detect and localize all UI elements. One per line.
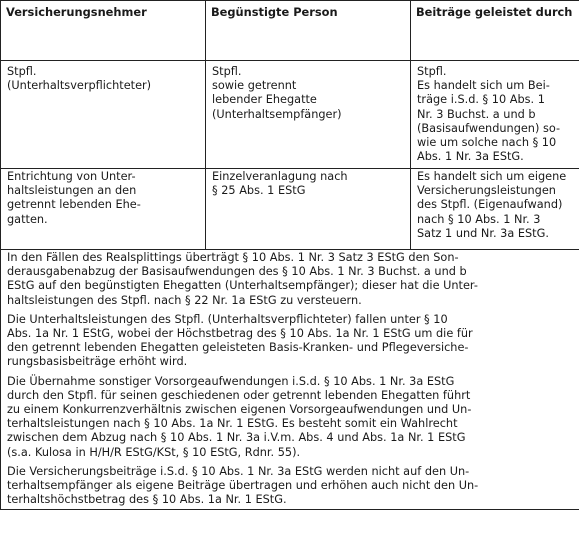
cell-text: Stpfl. sowie getrennt lebender Ehegatte (Unterhaltsempfänger) — [212, 65, 342, 121]
notes-row — [1, 250, 579, 510]
cell-text: Stpfl. Es handelt sich um Bei- träge i.S.d. § 10 Abs. 1 Nr. 3 Buchst. a und b (Basisaufwendungen) so- wie um solche nach § 10 Abs. 1 Nr. 3a EStG. — [417, 65, 561, 164]
table-cell — [411, 169, 579, 250]
table-cell — [1, 169, 206, 250]
note-paragraph: Die Versicherungsbeiträge i.S.d. § 10 Abs. 1 Nr. 3a EStG werden nicht auf den Un- terhaltsempfänger als eigene Beiträge übertragen und erhöhen auch nicht den Un- terhaltshöchstbetrag des § 10 Abs. 1a Nr. 1 EStG. — [7, 464, 479, 507]
table-row — [1, 61, 579, 169]
table-row — [1, 169, 579, 250]
header-paid-by: Beiträge geleistet durch — [411, 1, 579, 61]
table-cell — [1, 61, 206, 169]
notes-cell — [1, 250, 579, 510]
cell-text: Stpfl. (Unterhaltsverpflichteter) — [7, 65, 152, 93]
cell-text: Entrichtung von Unter- haltsleistungen an den getrennt lebenden Ehe- gatten. — [7, 170, 141, 226]
note-paragraph: Die Unterhaltsleistungen des Stpfl. (Unterhaltsverpflichteter) fallen unter § 10 Abs. 1a Nr. 1 EStG, wobei der Höchstbetrag des § 10 Abs. 1a Nr. 1 EStG um die für den getrennt lebenden Ehegatten geleisteten Basis-Kranken- und Pflegeversiche- rungsbasisbeiträge erhöht wird. — [7, 312, 473, 369]
cell-text: Es handelt sich um eigene Versicherungsleistungen des Stpfl. (Eigenaufwand) nach § 10 Abs. 1 Nr. 3 Satz 1 und Nr. 3a EStG. — [417, 170, 567, 240]
cell-text: Einzelveranlagung nach § 25 Abs. 1 EStG — [212, 170, 348, 198]
table-cell — [206, 169, 411, 250]
note-paragraph: Die Übernahme sonstiger Vorsorgeaufwendungen i.S.d. § 10 Abs. 1 Nr. 3a EStG durch den Stpfl. für seinen geschiedenen oder getrennt lebenden Ehegatten führt zu einem Konkurrenzverhältnis zwischen eigenen Vorsorgeaufwendungen und Un- terhaltsleistungen nach § 10 Abs. 1a Nr. 1 EStG. Es besteht somit ein Wahlrecht zwischen dem Abzug nach § 10 Abs. 1 Nr. 3a i.V.m. Abs. 4 und Abs. 1a Nr. 1 EStG (s.a. Kulosa in H/H/R EStG/KSt, § 10 EStG, Rdnr. 55). — [7, 374, 472, 459]
header-row — [1, 1, 579, 61]
table-cell — [411, 61, 579, 169]
table-cell — [206, 61, 411, 169]
note-paragraph: In den Fällen des Realsplittings überträgt § 10 Abs. 1 Nr. 3 Satz 3 EStG den Son- derausgabenabzug der Basisaufwendungen des § 10 Abs. 1 Nr. 3 Buchst. a und b EStG auf den begünstigten Ehegatten (Unterhaltsempfänger); dieser hat die Unter- haltsleistungen des Stpfl. nach § 22 Nr. 1a EStG zu versteuern. — [7, 251, 478, 307]
header-insured: Versicherungsnehmer — [1, 1, 206, 61]
header-beneficiary: Begünstigte Person — [206, 1, 411, 61]
